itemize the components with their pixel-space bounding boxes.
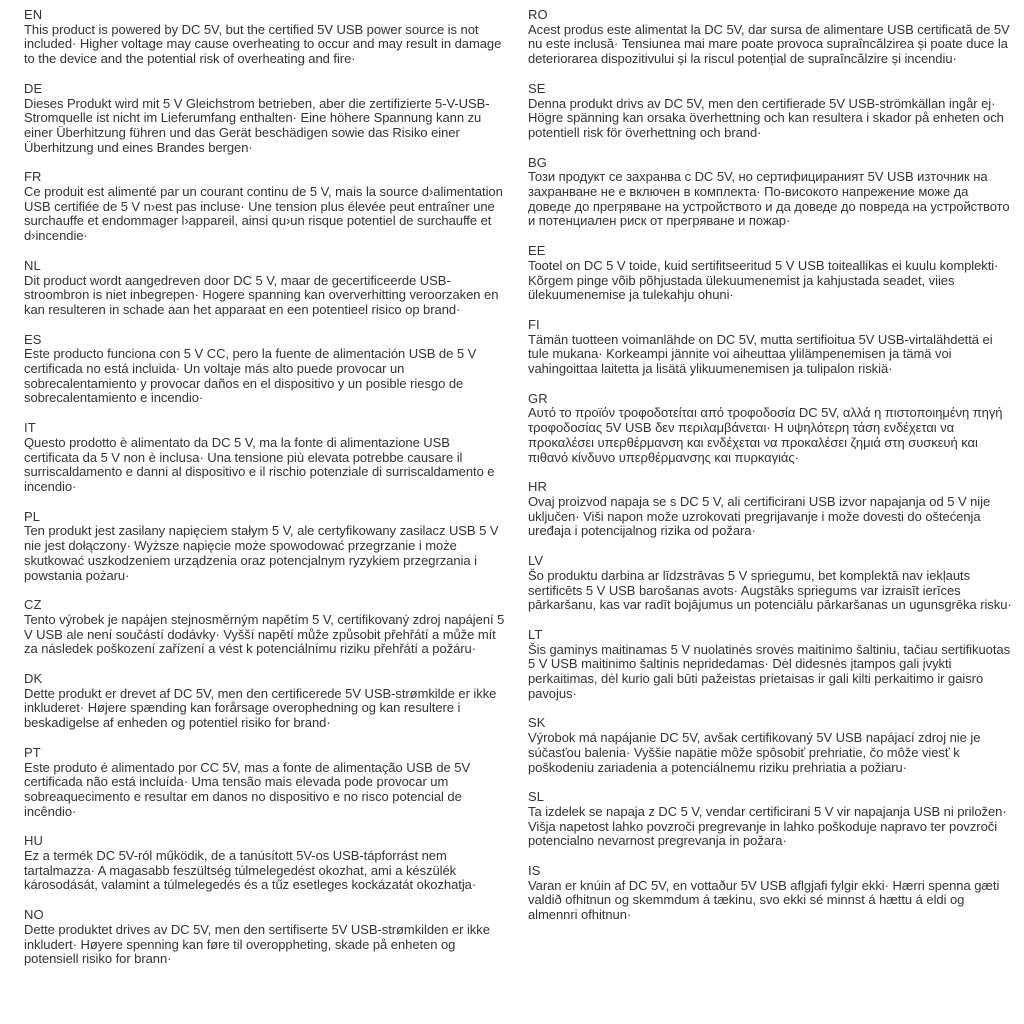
language-code-label: IS — [528, 863, 541, 879]
language-section-fr — [24, 170, 508, 244]
warning-text: Acest produs este alimentat la DC 5V, dar sursa de alimentare USB certificată de 5V nu este inclusă· Tensiunea mai mare poate provoca supraîncălzirea și poate duce la deteriorarea dispozitivului și la riscul potențial de supraîncălzire și incendiu· — [528, 21, 1010, 67]
language-code-label: FR — [24, 169, 42, 185]
language-section-cz — [24, 598, 508, 657]
language-section-pl — [24, 510, 508, 584]
language-code-label: GR — [528, 390, 548, 406]
language-code-label: IT — [24, 420, 36, 436]
language-section-lv — [528, 554, 1012, 613]
language-section-hu — [24, 834, 508, 893]
warning-text: Ta izdelek se napaja z DC 5 V, vendar certificirani 5 V vir napajanja USB ni priložen· Višja napetost lahko povzroči pregrevanje in lahko poškoduje napravo ter povzroči potencialno nevarnost pregrevanja in požara· — [528, 803, 1007, 849]
language-section-ee — [528, 244, 1012, 303]
warning-text: Výrobok má napájanie DC 5V, avšak certifikovaný 5V USB napájací zdroj nie je súčasťou balenia· Vyššie napätie môže spôsobiť prehriatie, čo môže viesť k poškodeniu zariadenia a potenciálnemu riziku prehriatia a požiaru· — [528, 730, 981, 775]
warning-text: Ten produkt jest zasilany napięciem stałym 5 V, ale certyfikowany zasilacz USB 5 V nie jest dołączony· Wyższe napięcie może spowodować przegrzanie i może skutkować uszkodzeniem urządzenia oraz potencjalnym ryzykiem przegrzania i powstania pożaru· — [24, 523, 499, 583]
language-section-hr — [528, 480, 1012, 539]
language-code-label: ES — [24, 331, 42, 347]
warning-text: Ovaj proizvod napaja se s DC 5 V, ali certificirani USB izvor napajanja od 5 V nije uključen· Viši napon može uzrokovati pregrijavanje i može dovesti do oštećenja uređaja i potencijalnog rizika od požara· — [528, 493, 991, 539]
warning-text: Tämän tuotteen voimanlähde on DC 5V, mutta sertifioitua 5V USB-virtalähdettä ei tule mukana· Korkeampi jännite voi aiheuttaa ylilämpenemisen ja tämä voi vahingoittaa laitetta ja lisätä ylikuumenemisen ja tulipalon riskiä· — [528, 331, 993, 377]
language-section-fi — [528, 318, 1012, 377]
warning-text: This product is powered by DC 5V, but the certified 5V USB power source is not included· Higher voltage may cause overheating to occur and may result in damage to the device and the potential risk of overheating and fire· — [24, 21, 502, 67]
warning-text: Dette produktet drives av DC 5V, men den sertifiserte 5V USB-strømkilden er ikke inkludert· Høyere spenning kan føre til overoppheting, skade på enheten og potensiell risiko for brann· — [24, 921, 490, 967]
language-section-sl — [528, 790, 1012, 849]
language-code-label: HU — [24, 833, 43, 849]
language-section-nl — [24, 259, 508, 318]
warning-text: Questo prodotto è alimentato da DC 5 V, ma la fonte di alimentazione USB certificata da 5 V non è inclusa· Una tensione più elevata potrebbe causare il surriscaldamento e danni al dispositivo e il rischio potenziale di surriscaldamento e incendio· — [24, 434, 495, 494]
language-section-no — [24, 908, 508, 967]
warning-text: Ez a termék DC 5V-ról működik, de a tanúsított 5V-os USB-tápforrást nem tartalmazza· A magasabb feszültség túlmelegedést okozhat, ami a készülék károsodását, valamint a túlmelegedés és a tűz esetleges kockázatát okozhatja· — [24, 848, 477, 893]
warning-text: Ce produit est alimenté par un courant continu de 5 V, mais la source d›alimentation USB certifiée de 5 V n›est pas incluse· Une tension plus élevée peut entraîner une surchauffe et endommager l›appareil, ainsi qu›un risque potentiel de surchauffe et d›incendie· — [24, 184, 503, 244]
language-code-label: CZ — [24, 597, 42, 613]
warning-text: Este producto funciona con 5 V CC, pero la fuente de alimentación USB de 5 V certificada no está incluida· Un voltaje más alto puede provocar un sobrecalentamiento y provocar daños en el dispositivo y un posible riesgo de sobrecalentamiento e incendio· — [24, 346, 477, 406]
language-code-label: SL — [528, 789, 545, 805]
language-section-dk — [24, 672, 508, 731]
language-section-pt — [24, 746, 508, 820]
warning-text: Tento výrobek je napájen stejnosměrným napětím 5 V, certifikovaný zdroj napájení 5 V USB ale není součástí dodávky· Vyšší napětí může způsobit přehřátí a může mít za následek poškození zařízení a vést k potenciálnímu riziku přehřátí a požáru· — [24, 611, 505, 657]
language-section-ro — [528, 8, 1012, 67]
language-section-de — [24, 82, 508, 156]
warning-text: Αυτό το προϊόν τροφοδοτείται από τροφοδοσία DC 5V, αλλά η πιστοποιημένη πηγή τροφοδοσίας 5V USB δεν περιλαμβάνεται· Η υψηλότερη τάση ενδέχεται να προκαλέσει υπερθέρμανση και ενδέχεται να προκαλέσει ζημιά στη συσκευή και πιθανό κίνδυνο υπερθέρμανσης και πυρκαγιάς· — [528, 405, 1003, 465]
warning-text: Dette produkt er drevet af DC 5V, men den certificerede 5V USB-strømkilde er ikke inkluderet· Højere spænding kan forårsage overophedning og kan resultere i beskadigelse af enheden og potentiel risiko for brand· — [24, 685, 497, 731]
warning-text: Dieses Produkt wird mit 5 V Gleichstrom betrieben, aber die zertifizierte 5-V-USB-Stromquelle ist nicht im Lieferumfang enthalten· Eine höhere Spannung kann zu einer Überhitzung führen und das Gerät beschädigen sowie das Risiko einer Überhitzung und eines Brandes bergen· — [24, 95, 490, 155]
warning-text: Šo produktu darbina ar līdzstrāvas 5 V spriegumu, bet komplektā nav iekļauts sertificēts 5 V USB barošanas avots· Augstāks spriegums var izraisīt ierīces pārkaršanu, kas var radīt bojājumus un potenciālu pārkaršanas un ugunsgrēka risku· — [528, 567, 1012, 613]
language-section-en — [24, 8, 508, 67]
language-code-label: BG — [528, 154, 547, 170]
warning-text: Este produto é alimentado por CC 5V, mas a fonte de alimentação USB de 5V certificada não está incluída· Uma tensão mais elevada pode provocar um sobreaquecimento e resultar em danos no dispositivo e no risco potencial de incêndio· — [24, 759, 471, 819]
language-code-label: EE — [528, 243, 546, 259]
language-code-label: LV — [528, 553, 544, 569]
language-code-label: LT — [528, 626, 543, 642]
language-section-gr — [528, 392, 1012, 466]
left-column — [24, 8, 508, 982]
language-section-es — [24, 333, 508, 407]
warning-text: Този продукт се захранва с DC 5V, но сертифицираният 5V USB източник на захранване не е включен в комплекта· По-високото напрежение може да доведе до прегряване на устройството и да доведе до повреда на устройството и потенциален риск от прегряване и пожар· — [528, 169, 1010, 229]
language-section-lt — [528, 628, 1012, 702]
warning-text: Tootel on DC 5 V toide, kuid sertifitseeritud 5 V USB toiteallikas ei kuulu komplekti· Kõrgem pinge võib põhjustada ülekuumenemist ja kahjustada seadet, viies ülekuumenemise ja tulekahju ohuni· — [528, 257, 999, 303]
language-section-is — [528, 864, 1012, 923]
language-code-label: NO — [24, 907, 44, 923]
language-section-se — [528, 82, 1012, 141]
language-code-label: DE — [24, 80, 43, 96]
language-section-bg — [528, 156, 1012, 230]
warning-text: Dit product wordt aangedreven door DC 5 V, maar de gecertificeerde USB-stroombron is niet inbegrepen· Hogere spanning kan oververhitting veroorzaken en kan resulteren in schade aan het apparaat en een potentieel risico op brand· — [24, 272, 499, 317]
right-column — [528, 8, 1012, 982]
language-code-label: SE — [528, 80, 546, 96]
language-code-label: DK — [24, 671, 43, 687]
language-code-label: FI — [528, 316, 540, 332]
language-code-label: HR — [528, 479, 547, 495]
warning-text: Varan er knúin af DC 5V, en vottaður 5V USB aflgjafi fylgir ekki· Hærri spenna gæti valdið ofhitnun og skemmdum á tækinu, svo ekki sé minnst á hættu á eldi og almennri ofhitnun· — [528, 877, 1000, 923]
language-code-label: EN — [24, 7, 43, 22]
language-code-label: PT — [24, 744, 41, 760]
language-code-label: SK — [528, 715, 546, 731]
language-section-it — [24, 421, 508, 495]
language-code-label: RO — [528, 7, 548, 22]
warning-text: Denna produkt drivs av DC 5V, men den certifierade 5V USB-strömkällan ingår ej· Högre spänning kan orsaka överhettning och kan resultera i skador på enheten och potentiell risk för överhettning och brand· — [528, 95, 1004, 140]
warning-text: Šis gaminys maitinamas 5 V nuolatinės srovės maitinimo šaltiniu, tačiau sertifikuotas 5 V USB maitinimo šaltinis nepridedamas· Dėl didesnės įtampos gali įvykti perkaitimas, dėl kurio gali būti pažeistas prietaisas ir gali kilti perkaitimo ir gaisro pavojus· — [528, 641, 1011, 701]
language-code-label: PL — [24, 508, 41, 524]
language-code-label: NL — [24, 257, 41, 273]
language-section-sk — [528, 716, 1012, 775]
